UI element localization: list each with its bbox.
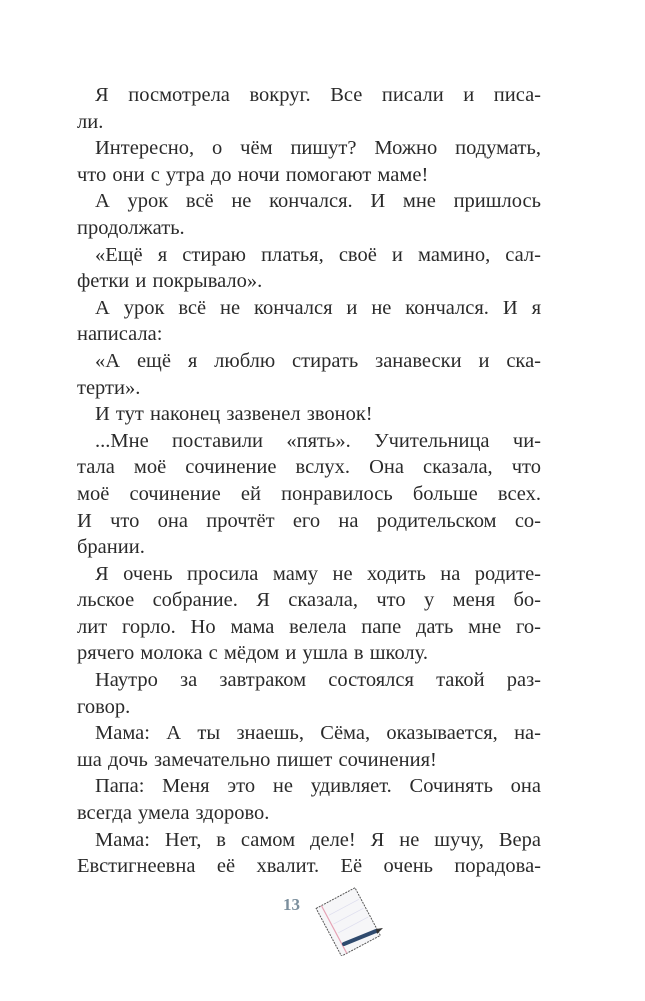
text-line: А урок всё не кончался. И мне пришлось (95, 190, 541, 213)
text-line: Наутро за завтраком состоялся такой раз- (95, 669, 541, 692)
book-page-text (77, 82, 541, 880)
text-line: Евстигнеевна её хвалит. Её очень порадова- (77, 855, 541, 878)
text-line: моё сочинение ей понравилось больше всех. (77, 482, 541, 505)
text-line: говор. (77, 695, 131, 718)
text-line: брании. (77, 536, 145, 559)
paragraph (77, 188, 541, 241)
paragraph (77, 348, 541, 401)
paragraph (77, 561, 541, 667)
text-line: ли. (77, 110, 104, 133)
paragraph (77, 135, 541, 188)
text-line: продолжать. (77, 216, 185, 239)
text-line: фетки и покрывало». (77, 270, 263, 293)
text-line: написала: (77, 323, 163, 346)
paragraph (77, 667, 541, 720)
text-line: «Ещё я стираю платья, своё и мамино, сал- (95, 243, 541, 266)
text-line: ша дочь замечательно пишет сочинения! (77, 748, 437, 771)
paragraph (77, 295, 541, 348)
paragraph (77, 827, 541, 880)
text-line: Мама: Нет, в самом деле! Я не шучу, Вера (95, 828, 541, 851)
paragraph (77, 428, 541, 561)
text-line: И что она прочтёт его на родительском со- (77, 509, 541, 532)
text-line: Я посмотрела вокруг. Все писали и писа- (95, 84, 541, 106)
paragraph (77, 401, 541, 428)
text-line: лит горло. Но мама велела папе дать мне го- (77, 615, 541, 638)
text-line: всегда умела здорово. (77, 802, 270, 825)
page-number: 13 (283, 895, 300, 914)
text-line: И тут наконец зазвенел звонок! (95, 403, 373, 426)
text-line: Интересно, о чём пишут? Можно подумать, (95, 137, 541, 160)
text-line: ...Мне поставили «пять». Учительница чи- (95, 429, 541, 452)
text-line: Мама: А ты знаешь, Сёма, оказывается, на- (95, 722, 541, 745)
text-line: А урок всё не кончался и не кончался. И я (95, 296, 541, 319)
text-line: рячего молока с мёдом и ушла в школу. (77, 642, 428, 665)
text-line: терти». (77, 376, 141, 399)
text-line: Я очень просила маму не ходить на родите- (95, 562, 541, 585)
paragraph (77, 773, 541, 826)
text-line: льское собрание. Я сказала, что у меня бо- (77, 589, 541, 612)
text-line: что они с утра до ночи помогают маме! (77, 163, 429, 186)
notebook-with-pen-icon (310, 886, 390, 956)
paragraph (77, 82, 541, 135)
text-line: «А ещё я люблю стирать занавески и ска- (95, 349, 541, 372)
paragraph (77, 242, 541, 295)
text-line: Папа: Меня это не удивляет. Сочинять она (95, 775, 541, 798)
paragraph (77, 720, 541, 773)
text-line: тала моё сочинение вслух. Она сказала, что (77, 456, 541, 479)
